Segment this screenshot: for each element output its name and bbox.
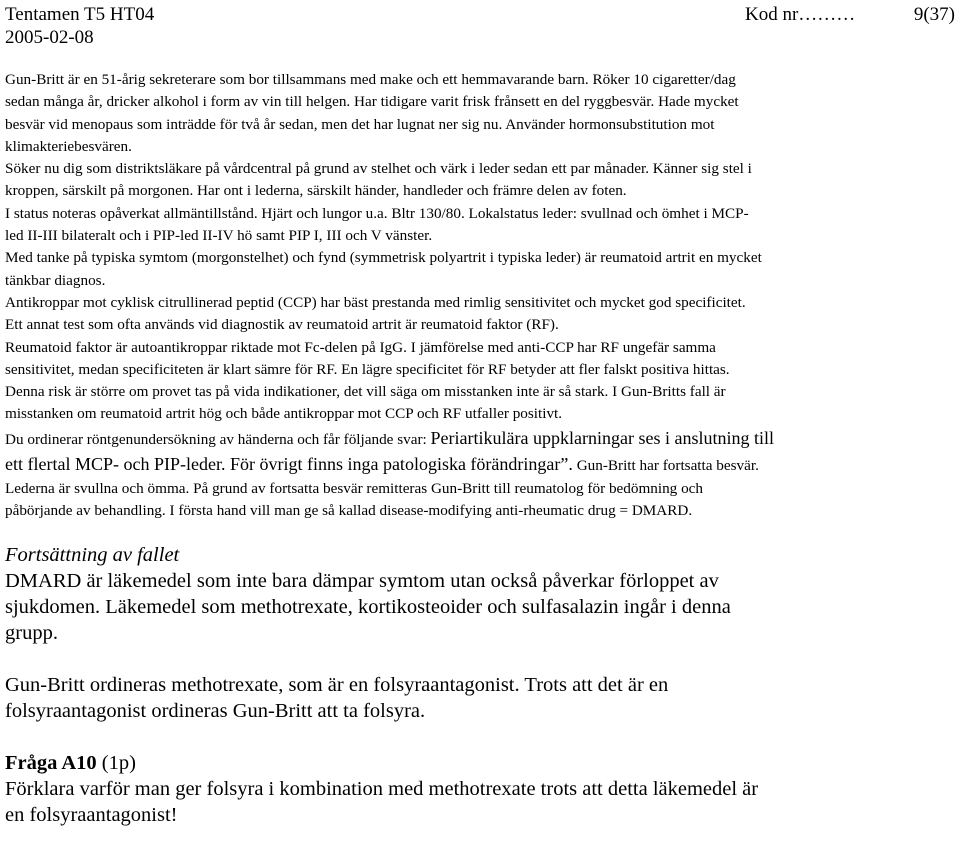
case-line: misstanken om reumatoid artrit hög och både antikroppar mot CCP och RF utfaller positivt. (5, 405, 563, 423)
paragraph-gap (5, 724, 955, 750)
continuation-section (5, 542, 955, 828)
xray-intro: Du ordinerar röntgenundersökning av händerna och får följande svar: (5, 430, 431, 448)
case-line: Ett annat test som ofta används vid diagnostik av reumatoid artrit är reumatoid faktor (RF). (5, 316, 559, 334)
case-line: sensitivitet, medan specificiteten är klart sämre för RF. En lägre specificitet för RF betyder att fler falskt positiva hittas. (5, 360, 730, 378)
question-label: Fråga A10 (5, 752, 97, 774)
case-line: Gun-Britt är en 51-årig sekreterare som bor tillsammans med make och ett hemmavarande barn. Röker 10 cigaretter/dag (5, 71, 736, 88)
question-heading (5, 750, 955, 776)
case-description (5, 69, 955, 522)
continuation-line: sjukdomen. Läkemedel som methotrexate, kortikosteoider och sulfasalazin ingår i denna (5, 596, 731, 618)
case-line: tänkbar diagnos. (5, 271, 106, 289)
continuation-line: grupp. (5, 622, 58, 644)
continuation-title: Fortsättning av fallet (5, 544, 180, 566)
case-line: kroppen, särskilt på morgonen. Har ont i lederna, särskilt händer, handleder och främre delen av foten. (5, 182, 627, 200)
xray-line-2 (5, 452, 955, 478)
case-line: Reumatoid faktor är autoantikroppar riktade mot Fc-delen på IgG. I jämförelse med anti-CCP har RF ungefär samma (5, 338, 716, 356)
case-line: I status noteras opåverkat allmäntillstånd. Hjärt och lungor u.a. Bltr 130/80. Lokalstatus leder: svullnad och ömhet i MCP- (5, 204, 749, 222)
paragraph-gap (5, 646, 955, 672)
xray-after: Gun-Britt har fortsatta besvär. (572, 456, 759, 474)
continuation-line: DMARD är läkemedel som inte bara dämpar symtom utan också påverkar förloppet av (5, 570, 719, 592)
closing-line: Lederna är svullna och ömma. På grund av fortsatta besvär remitteras Gun-Britt till reumatolog för bedömning och (5, 479, 704, 497)
continuation-line: Gun-Britt ordineras methotrexate, som är en folsyraantagonist. Trots att det är en (5, 674, 669, 696)
case-line: Söker nu dig som distriktsläkare på vårdcentral på grund av stelhet och värk i leder sedan ett par månader. Känner sig stel i (5, 160, 752, 178)
exam-date: 2005-02-08 (5, 27, 94, 48)
question-line: en folsyraantagonist! (5, 804, 178, 826)
code-number-field: Kod nr……… (745, 4, 856, 25)
page-number: 9(37) (913, 4, 955, 25)
xray-finding-1: Periartikulära uppklarningar ses i anslutning till (430, 427, 774, 448)
header-left (5, 3, 154, 49)
case-line: Med tanke på typiska symtom (morgonstelhet) och fynd (symmetrisk polyartrit i typiska leder) är reumatoid artrit en mycket (5, 249, 762, 267)
case-line: besvär vid menopaus som inträdde för två år sedan, men det har lugnat ner sig nu. Använder hormonsubstitution mot (5, 115, 715, 133)
question-points: (1p) (96, 752, 136, 774)
case-line: Antikroppar mot cyklisk citrullinerad peptid (CCP) har bäst prestanda med rimlig sensitivitet och mycket god specificitet. (5, 293, 746, 311)
continuation-line: folsyraantagonist ordineras Gun-Britt att ta folsyra. (5, 700, 426, 722)
case-line: Denna risk är större om provet tas på vida indikationer, det vill säga om misstanken inte är så stark. I Gun-Britts fall är (5, 383, 726, 401)
xray-line-1 (5, 426, 955, 452)
closing-line: påbörjande av behandling. I första hand vill man ge så kallad disease-modifying anti-rheumatic drug = DMARD. (5, 502, 693, 520)
case-line: sedan många år, dricker alkohol i form av vin till helgen. Har tidigare varit frisk frånsett en del ryggbesvär. Hade mycket (5, 93, 739, 111)
page-header (5, 3, 955, 49)
case-line: led II-III bilateralt och i PIP-led II-IV hö samt PIP I, III och V vänster. (5, 227, 433, 245)
xray-finding-2: ett flertal MCP- och PIP-leder. För övrigt finns inga patologiska förändringar”. (5, 453, 573, 474)
exam-title: Tentamen T5 HT04 (5, 4, 155, 25)
case-line: klimakteriebesvären. (5, 137, 132, 155)
question-line: Förklara varför man ger folsyra i kombination med methotrexate trots att detta läkemedel är (5, 778, 759, 800)
